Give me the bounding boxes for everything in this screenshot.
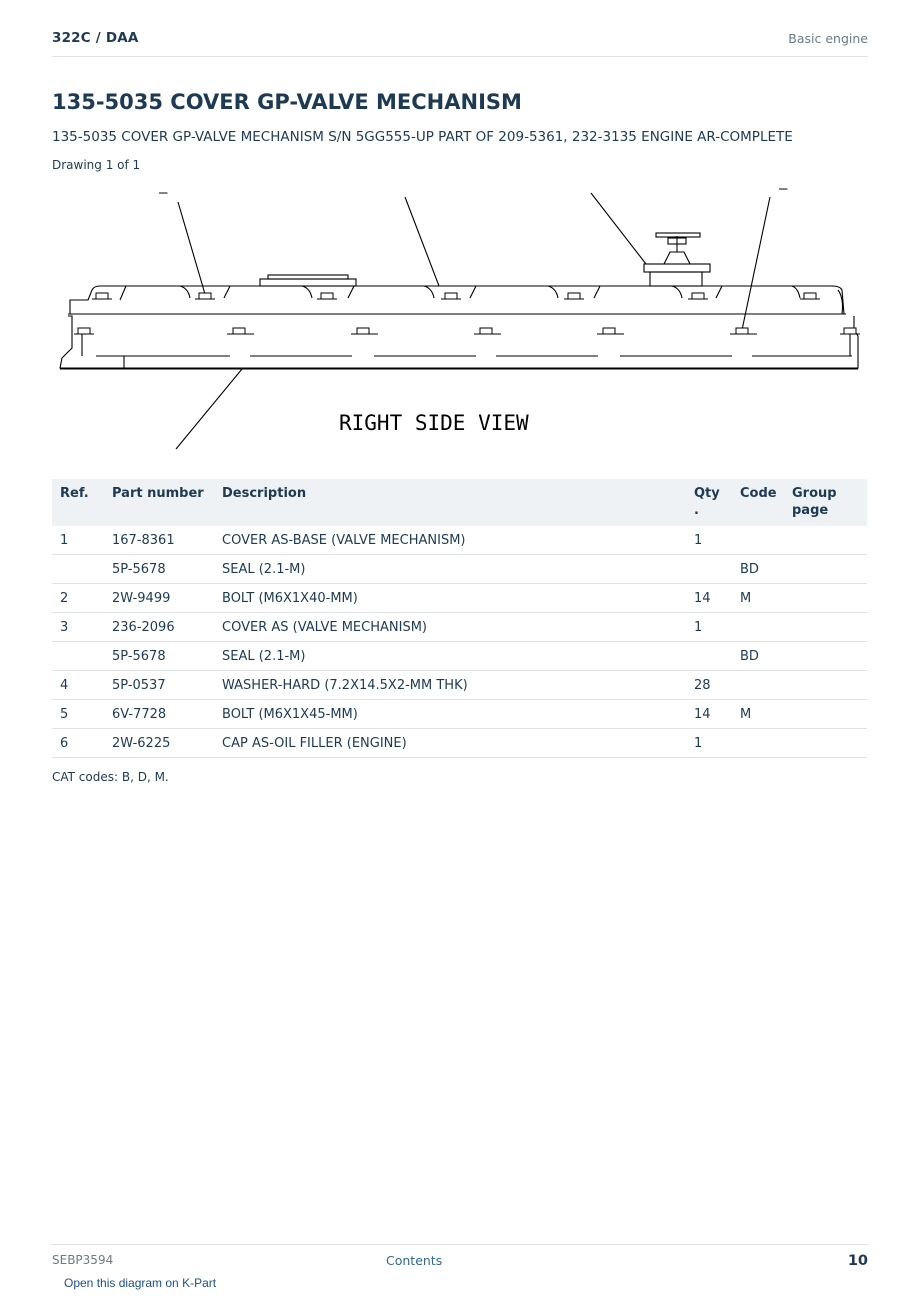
- cell-desc: COVER AS-BASE (VALVE MECHANISM): [214, 526, 686, 555]
- cell-ref: 5: [52, 700, 104, 729]
- leader-line-1: [178, 202, 205, 294]
- col-part-header: Part number: [104, 479, 214, 526]
- col-group-header: Group page: [784, 479, 867, 526]
- bolt-top-2: [199, 293, 211, 299]
- callout-left: –: [159, 185, 168, 201]
- bolt-top-3: [321, 293, 333, 299]
- bolt-low-3: [357, 328, 369, 334]
- table-row: [52, 555, 867, 584]
- cell-code: [732, 526, 784, 555]
- cell-code: BD: [732, 555, 784, 584]
- cell-part: 2W-9499: [104, 584, 214, 613]
- cell-part: 167-8361: [104, 526, 214, 555]
- cell-part: 236-2096: [104, 613, 214, 642]
- bolt-low-6: [736, 328, 748, 334]
- cell-group: [784, 700, 867, 729]
- col-ref-header: Ref.: [52, 479, 104, 526]
- bolt-low-4: [480, 328, 492, 334]
- cell-desc: SEAL (2.1-M): [214, 642, 686, 671]
- cell-desc: WASHER-HARD (7.2X14.5X2-MM THK): [214, 671, 686, 700]
- page-number: 10: [847, 1253, 868, 1269]
- parts-table: [52, 479, 867, 758]
- cell-desc: SEAL (2.1-M): [214, 555, 686, 584]
- cell-code: [732, 613, 784, 642]
- cell-part: 5P-0537: [104, 671, 214, 700]
- bolt-top-7: [804, 293, 816, 299]
- drawing-count: Drawing 1 of 1: [52, 158, 141, 172]
- cell-group: [784, 729, 867, 758]
- cell-ref: 4: [52, 671, 104, 700]
- cover-base-body: [60, 316, 858, 368]
- col-desc-header: Description: [214, 479, 686, 526]
- cell-desc: COVER AS (VALVE MECHANISM): [214, 613, 686, 642]
- table-row: [52, 671, 867, 700]
- cell-qty: [686, 555, 732, 584]
- oil-filler-base: [644, 264, 710, 272]
- callout-right: –: [779, 181, 788, 197]
- cell-group: [784, 555, 867, 584]
- page-footer: [52, 1244, 868, 1275]
- cell-qty: 14: [686, 584, 732, 613]
- cell-qty: 1: [686, 526, 732, 555]
- cell-code: [732, 671, 784, 700]
- cell-code: [732, 729, 784, 758]
- cell-part: 2W-6225: [104, 729, 214, 758]
- leader-line-4: [742, 197, 770, 330]
- cell-group: [784, 613, 867, 642]
- table-row: [52, 584, 867, 613]
- cell-desc: CAP AS-OIL FILLER (ENGINE): [214, 729, 686, 758]
- kpart-link[interactable]: Open this diagram on K-Part: [64, 1276, 217, 1290]
- document-number: SEBP3594: [52, 1253, 114, 1267]
- page-subtitle: 135-5035 COVER GP-VALVE MECHANISM S/N 5GG555-UP PART OF 209-5361, 232-3135 ENGINE AR-COMPLETE: [52, 129, 793, 145]
- cell-group: [784, 671, 867, 700]
- top-boss: [260, 279, 356, 286]
- leader-line-5: [176, 369, 242, 449]
- table-row: [52, 729, 867, 758]
- section-label: Basic engine: [788, 31, 868, 46]
- table-row: [52, 613, 867, 642]
- cell-ref: 3: [52, 613, 104, 642]
- cell-ref: 2: [52, 584, 104, 613]
- parts-diagram: [52, 180, 868, 460]
- cell-part: 5P-5678: [104, 642, 214, 671]
- leader-line-2: [405, 197, 439, 286]
- model-label: 322C / DAA: [52, 30, 139, 46]
- cell-part: 6V-7728: [104, 700, 214, 729]
- cell-desc: BOLT (M6X1X45-MM): [214, 700, 686, 729]
- cell-ref: 1: [52, 526, 104, 555]
- cell-code: M: [732, 700, 784, 729]
- view-label: RIGHT SIDE VIEW: [339, 411, 529, 435]
- col-code-header: Code: [732, 479, 784, 526]
- cell-code: M: [732, 584, 784, 613]
- table-header-row: [52, 479, 867, 526]
- bolt-top-4: [445, 293, 457, 299]
- cell-part: 5P-5678: [104, 555, 214, 584]
- col-qty-header: Qty .: [686, 479, 732, 526]
- cell-qty: 1: [686, 729, 732, 758]
- bolt-low-1: [78, 328, 90, 334]
- table-row: [52, 526, 867, 555]
- page-header: [52, 28, 868, 57]
- cell-group: [784, 584, 867, 613]
- bolt-low-5: [603, 328, 615, 334]
- bolt-low-7: [844, 328, 856, 334]
- contents-link[interactable]: Contents: [386, 1253, 443, 1268]
- cell-qty: [686, 642, 732, 671]
- cell-ref: [52, 555, 104, 584]
- page-title: 135-5035 COVER GP-VALVE MECHANISM: [52, 90, 522, 114]
- table-row: [52, 642, 867, 671]
- cell-ref: [52, 642, 104, 671]
- table-row: [52, 700, 867, 729]
- bolt-top-5: [568, 293, 580, 299]
- cell-group: [784, 642, 867, 671]
- cell-group: [784, 526, 867, 555]
- cell-desc: BOLT (M6X1X40-MM): [214, 584, 686, 613]
- cell-qty: 1: [686, 613, 732, 642]
- cell-qty: 28: [686, 671, 732, 700]
- bolt-top-6: [692, 293, 704, 299]
- cell-code: BD: [732, 642, 784, 671]
- cell-ref: 6: [52, 729, 104, 758]
- bolt-low-2: [233, 328, 245, 334]
- cat-codes-note: CAT codes: B, D, M.: [52, 770, 169, 784]
- leader-line-3: [591, 193, 646, 264]
- bolt-top-1: [96, 293, 108, 299]
- cell-qty: 14: [686, 700, 732, 729]
